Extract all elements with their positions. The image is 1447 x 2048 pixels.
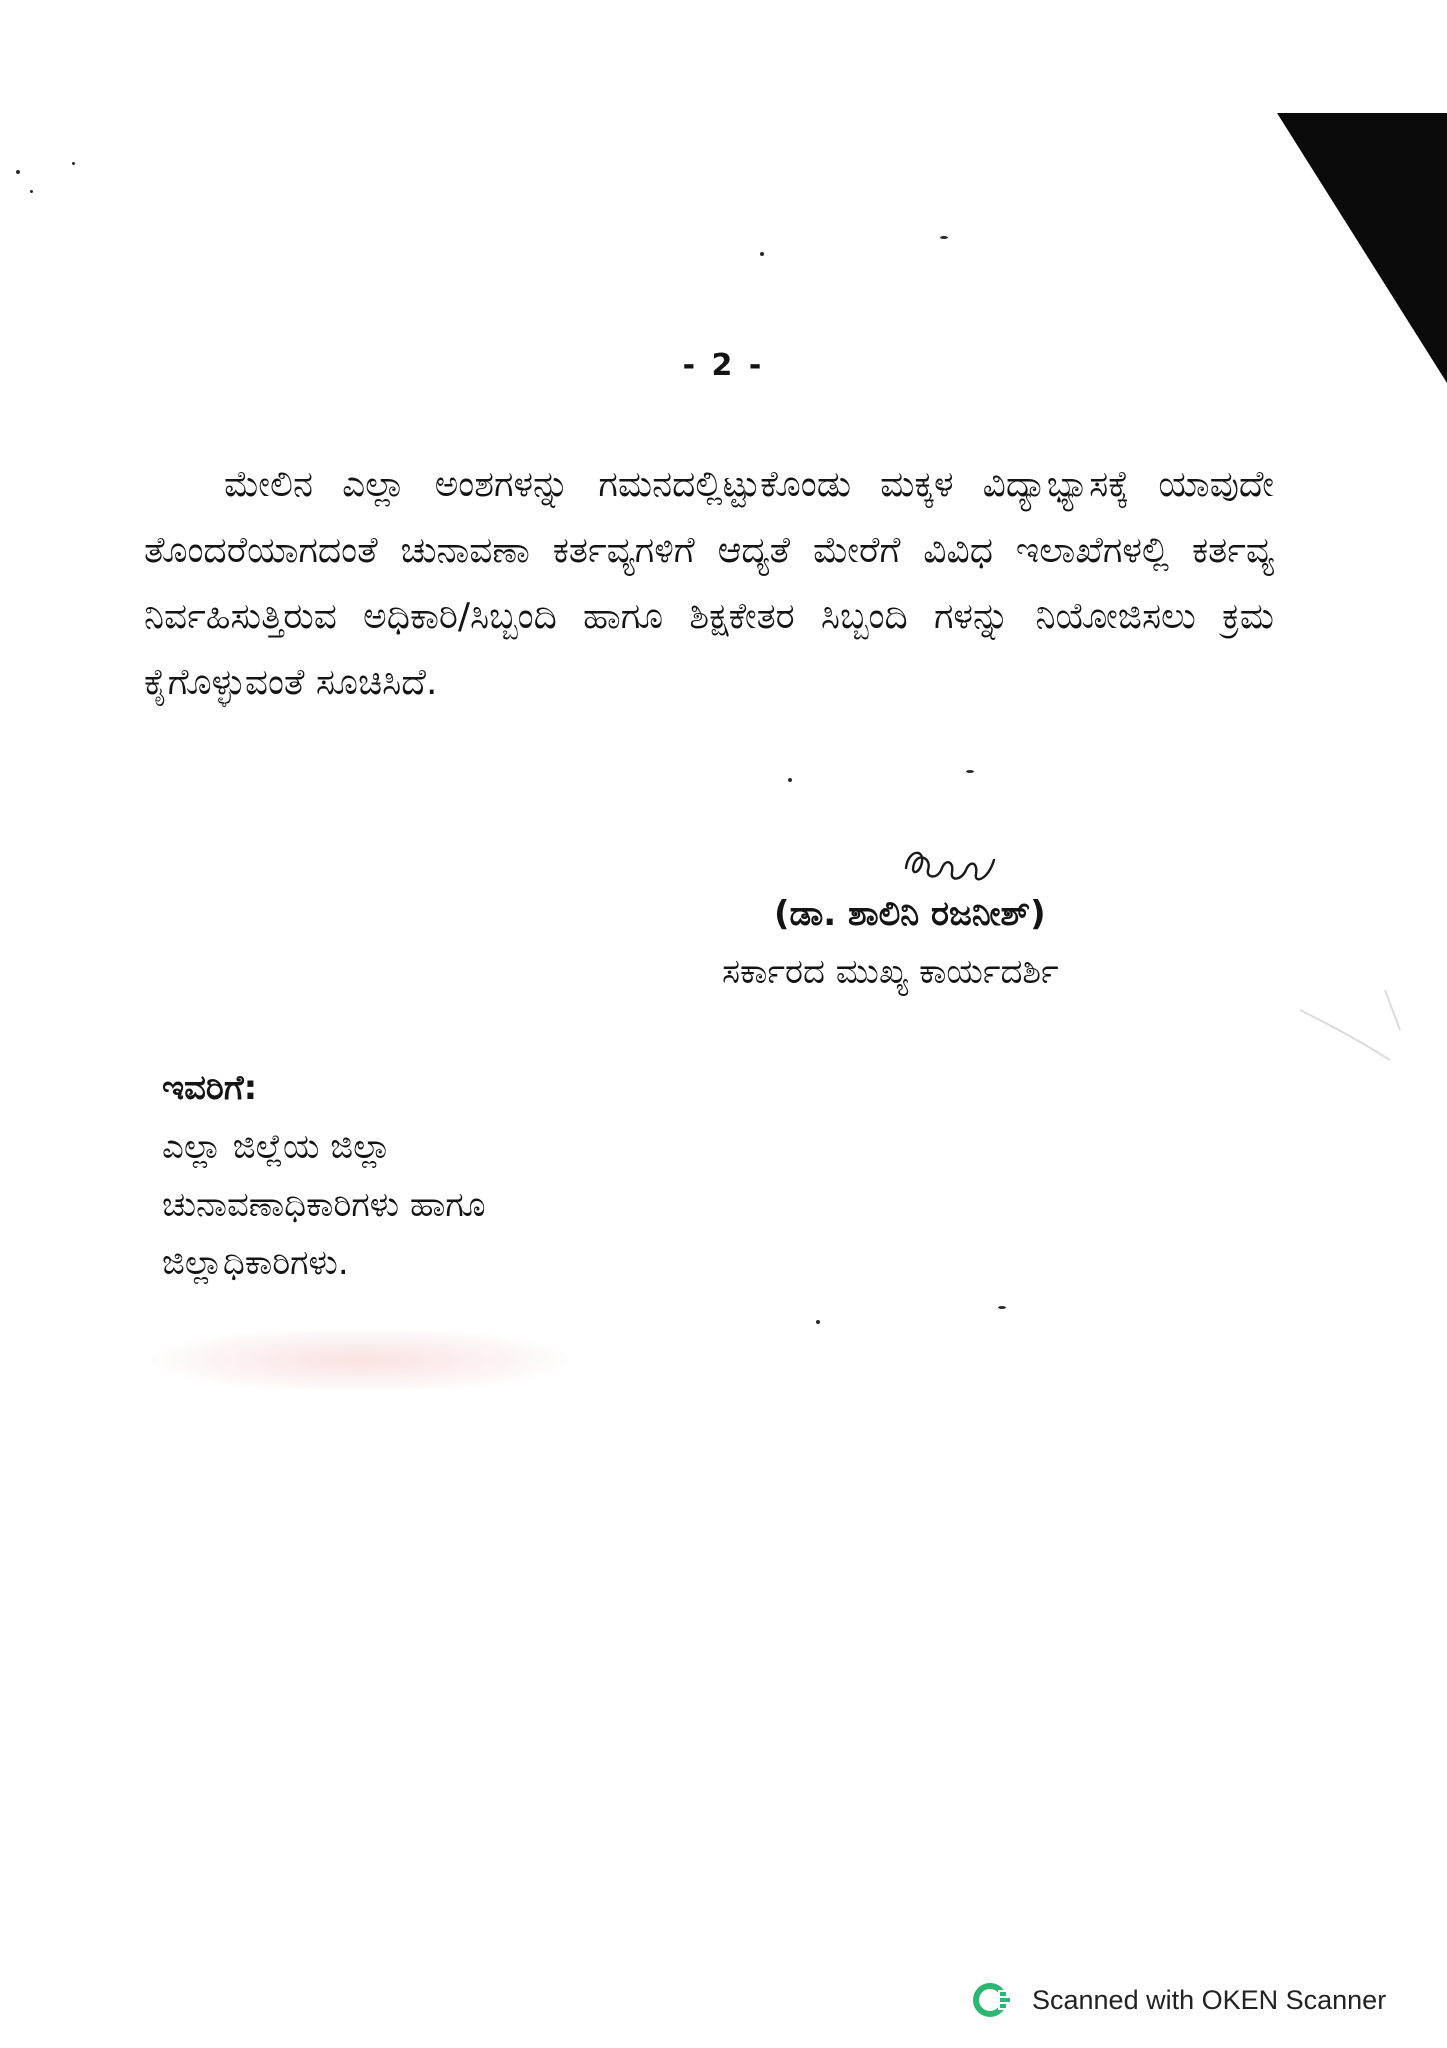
scan-speck	[788, 778, 792, 782]
scanner-watermark	[972, 1980, 1386, 2020]
faded-stamp-smudge	[150, 1328, 570, 1392]
scan-speck	[760, 252, 764, 256]
handwritten-signature	[898, 840, 1003, 892]
scan-speck	[30, 190, 33, 193]
scan-speck	[966, 770, 974, 773]
scan-speck	[940, 236, 948, 239]
scan-speck	[816, 1320, 820, 1324]
recipient-heading: ಇವರಿಗೆ:	[162, 1068, 258, 1108]
recipient-line: ಚುನಾವಣಾಧಿಕಾರಿಗಳು ಹಾಗೂ	[162, 1185, 486, 1225]
scan-speck	[72, 162, 75, 165]
scan-corner-shadow	[1277, 113, 1447, 383]
signatory-name: (ಡಾ. ಶಾಲಿನಿ ರಜನೀಶ್)	[774, 894, 1046, 934]
faint-stamp-mark	[1290, 990, 1410, 1080]
recipient-line: ಜಿಲ್ಲಾಧಿಕಾರಿಗಳು.	[162, 1243, 349, 1283]
scan-speck	[998, 1306, 1006, 1309]
page-number: - 2 -	[682, 348, 765, 383]
scanner-watermark-label: Scanned with OKEN Scanner	[1032, 1984, 1387, 2015]
recipient-line: ಎಲ್ಲಾ ಜಿಲ್ಲೆಯ ಜಿಲ್ಲಾ	[162, 1127, 392, 1167]
signatory-title: ಸರ್ಕಾರದ ಮುಖ್ಯ ಕಾರ್ಯದರ್ಶಿ	[722, 952, 1059, 992]
oken-scanner-logo-icon	[972, 1980, 1018, 2020]
recipient-list	[162, 1118, 486, 1292]
scan-speck	[16, 170, 20, 174]
body-paragraph: ಮೇಲಿನ ಎಲ್ಲಾ ಅಂಶಗಳನ್ನು ಗಮನದಲ್ಲಿಟ್ಟುಕೊಂಡು ಮಕ್ಕಳ ವಿದ್ಯಾಭ್ಯಾಸಕ್ಕೆ ಯಾವುದೇ ತೊಂದರೆಯಾಗದಂತೆ ಚುನಾವಣಾ ಕರ್ತವ್ಯಗಳಿಗೆ ಆದ್ಯತೆ ಮೇರೆಗೆ ವಿವಿಧ ಇಲಾಖೆಗಳಲ್ಲಿ ಕರ್ತವ್ಯ ನಿರ್ವಹಿಸುತ್ತಿರುವ ಅಧಿಕಾರಿ/ಸಿಬ್ಬಂದಿ ಹಾಗೂ ಶಿಕ್ಷಕೇತರ ಸಿಬ್ಬಂದಿ ಗಳನ್ನು ನಿಯೋಜಿಸಲು ಕ್ರಮ ಕೈಗೊಳ್ಳುವಂತೆ ಸೂಚಿಸಿದೆ.	[144, 464, 1274, 703]
